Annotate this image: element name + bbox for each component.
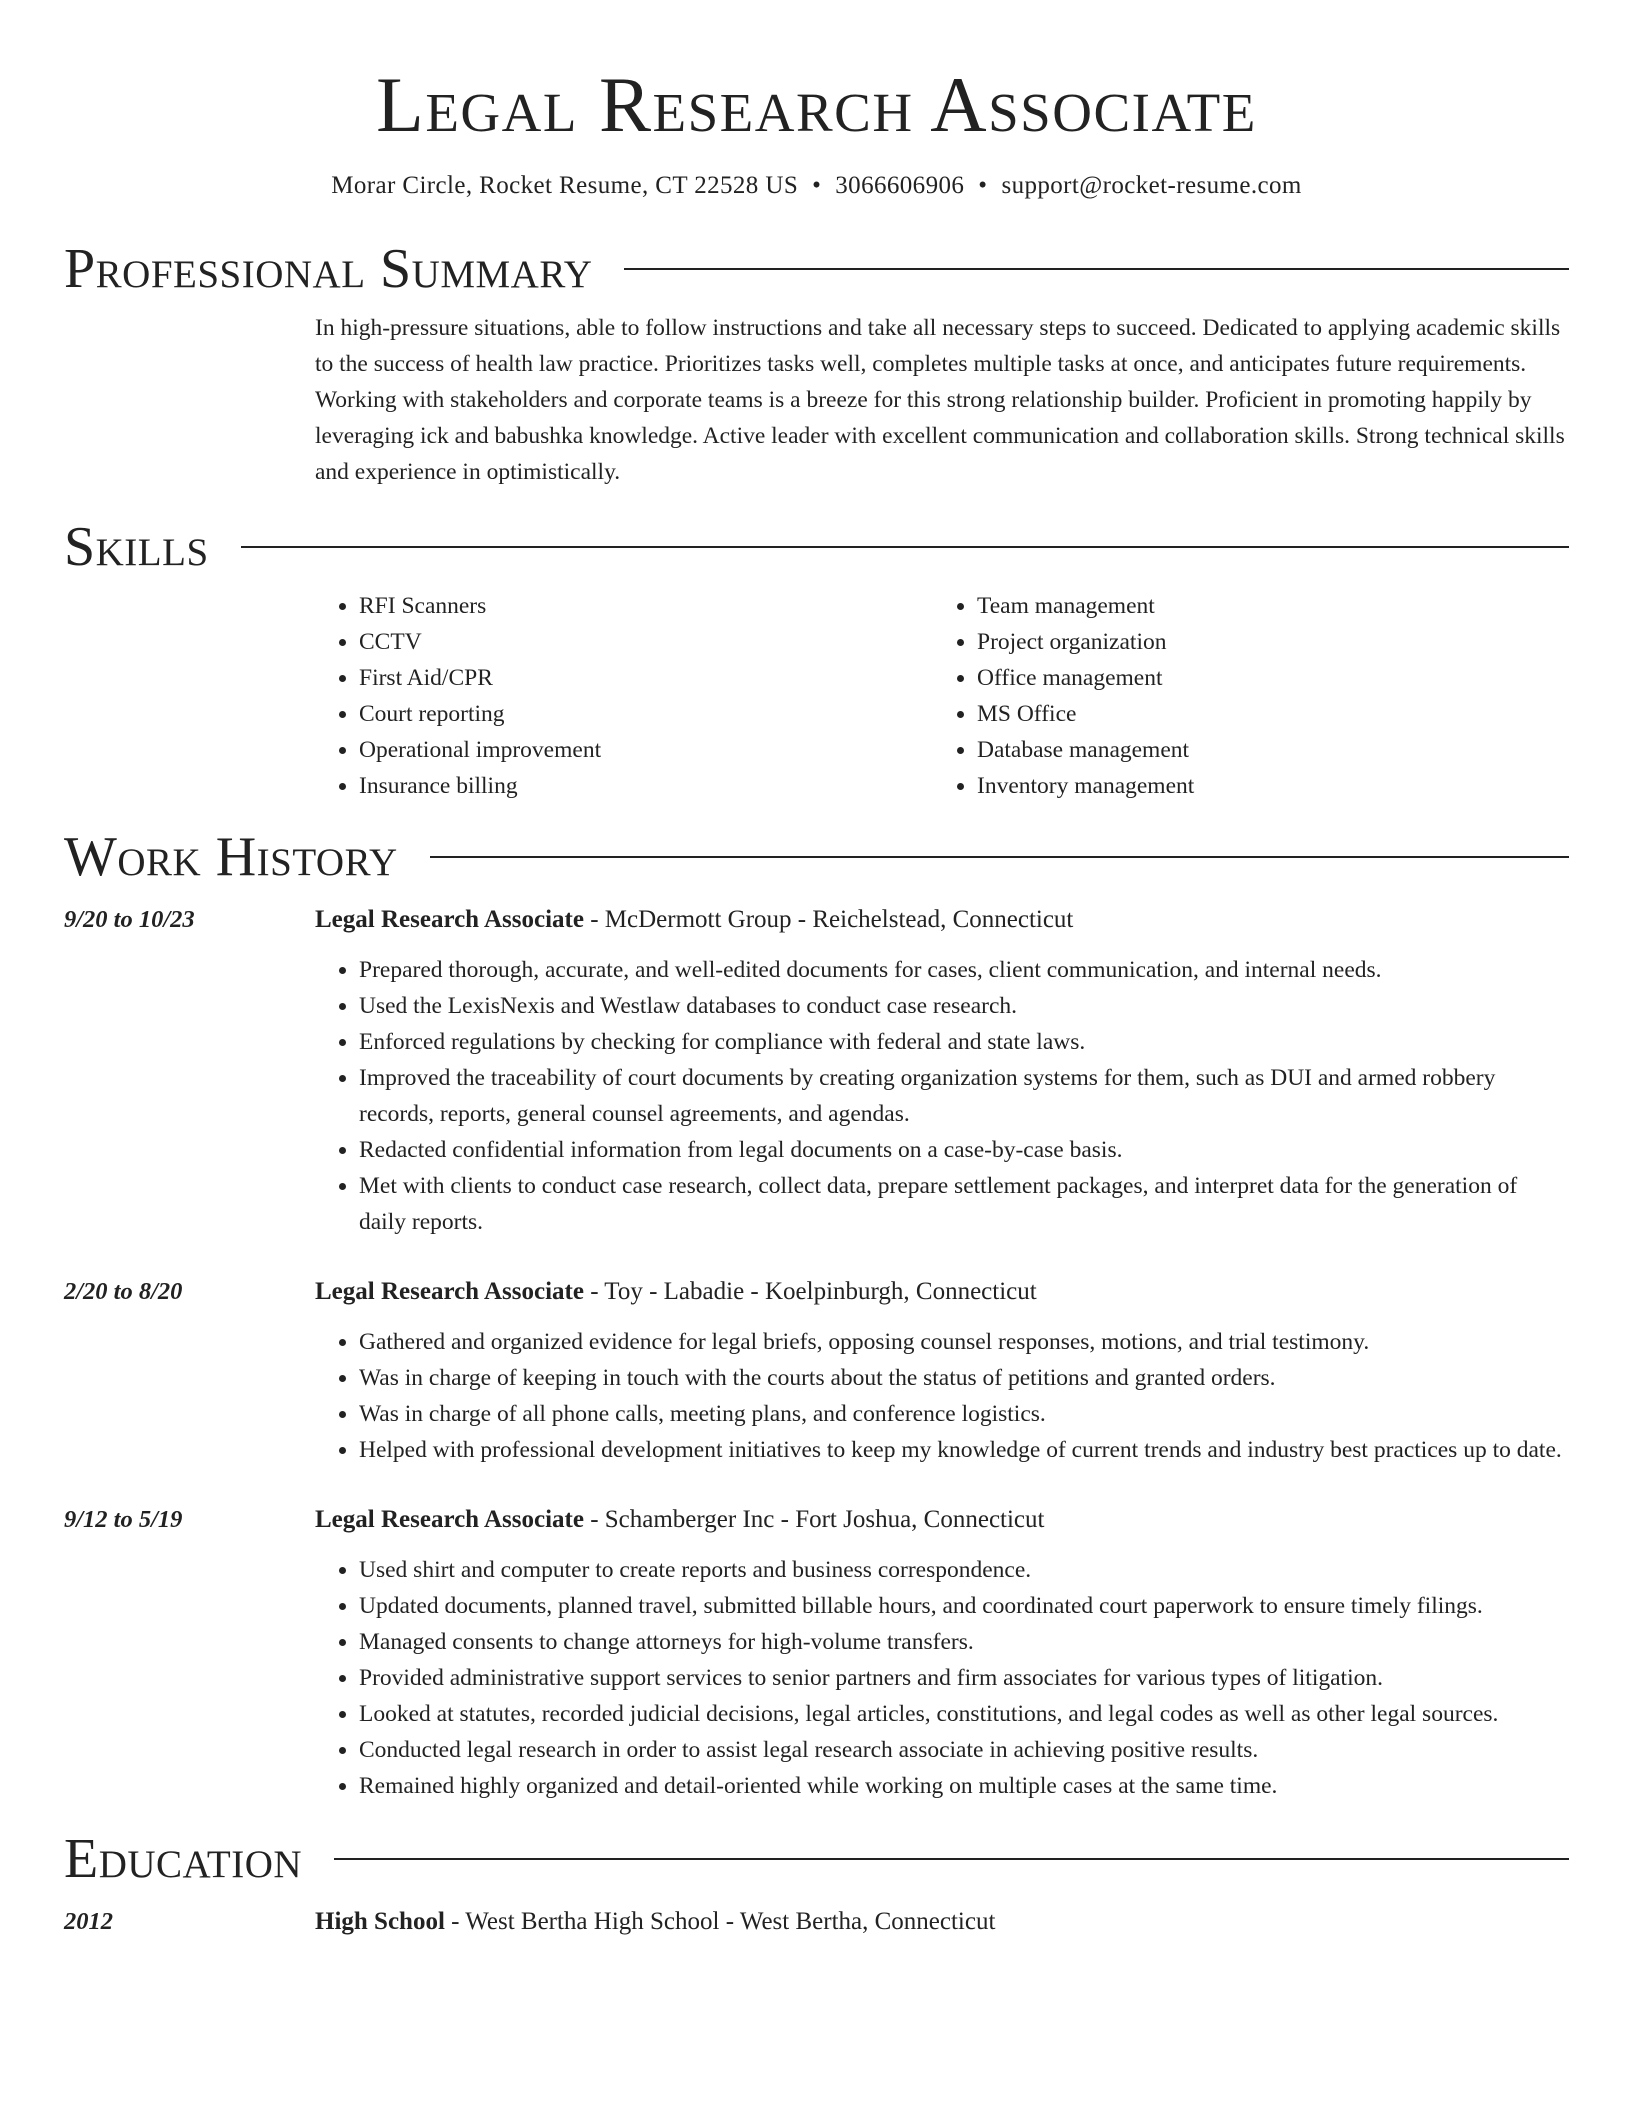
education-section-header [64,1828,1569,1890]
section-divider [430,856,1569,858]
job-details [315,1502,1569,1804]
section-divider [334,1858,1569,1860]
job-bullets [315,1552,1569,1804]
skills-list [315,588,1569,804]
job-bullet: • Met with clients to conduct case research, collect data, prepare settlement packages, and interpret data for the generation of daily reports. [359,1168,1569,1240]
job-bullet: • Updated documents, planned travel, submitted billable hours, and coordinated court paperwork to ensure timely filings. [359,1588,1569,1624]
skill-item: • MS Office [977,696,1551,732]
work-section-header [64,826,1569,888]
skill-item: • Office management [977,660,1551,696]
job-bullet: • Enforced regulations by checking for compliance with federal and state laws. [359,1024,1569,1060]
education-school: - West Bertha High School - West Bertha, Connecticut [444,1908,996,1935]
job-bullet: • Was in charge of all phone calls, meeting plans, and conference logistics. [359,1396,1569,1432]
skills-section-header [64,516,1569,578]
education-heading [315,1904,1569,1940]
job-bullet: • Prepared thorough, accurate, and well-edited documents for cases, client communication, and internal needs. [359,952,1569,988]
contact-separator: • [978,172,988,199]
job-bullet: • Conducted legal research in order to assist legal research associate in achieving positive results. [359,1732,1569,1768]
job-employer: - Schamberger Inc - Fort Joshua, Connecticut [583,1506,1045,1533]
job-entry [64,1274,1569,1468]
skill-item: • First Aid/CPR [359,660,933,696]
education-year: 2012 [64,1908,113,1935]
job-details [315,1274,1569,1468]
job-heading [315,1274,1569,1310]
job-dates: 9/12 to 5/19 [64,1506,183,1533]
job-bullet: • Used shirt and computer to create reports and business correspondence. [359,1552,1569,1588]
job-bullet: • Gathered and organized evidence for legal briefs, opposing counsel responses, motions, and trial testimony. [359,1324,1569,1360]
job-title: Legal Research Associate [315,1278,584,1305]
skill-item: • Project organization [977,624,1551,660]
summary-section-title: Professional Summary [64,238,593,300]
contact-address: Morar Circle, Rocket Resume, CT 22528 US [331,172,799,199]
skill-item: • Operational improvement [359,732,933,768]
job-bullet: • Provided administrative support services to senior partners and firm associates for various types of litigation. [359,1660,1569,1696]
job-bullet: • Improved the traceability of court documents by creating organization systems for them, such as DUI and armed robbery records, reports, general counsel agreements, and agendas. [359,1060,1569,1132]
summary-text: In high-pressure situations, able to follow instructions and take all necessary steps to succeed. Dedicated to applying academic skills to the success of health law practice. Prioritizes tasks well, completes multiple tasks at once, and anticipates future requirements. Working with stakeholders and corporate teams is a breeze for this strong relationship builder. Proficient in promoting happily by leveraging ick and babushka knowledge. Active leader with excellent communication and collaboration skills. Strong technical skills and experience in optimistically. [315,315,1565,485]
job-title: Legal Research Associate [315,1506,584,1533]
skill-item: • CCTV [359,624,933,660]
job-bullet: • Redacted confidential information from legal documents on a case-by-case basis. [359,1132,1569,1168]
skills-column-right [933,588,1551,804]
candidate-name: Legal Research Associate [376,61,1257,148]
job-bullets [315,952,1569,1240]
job-bullet: • Remained highly organized and detail-oriented while working on multiple cases at the same time. [359,1768,1569,1804]
skill-item: • Team management [977,588,1551,624]
job-bullet: • Looked at statutes, recorded judicial decisions, legal articles, constitutions, and legal codes as well as other legal sources. [359,1696,1569,1732]
skill-item: • Court reporting [359,696,933,732]
job-entry [64,1502,1569,1804]
skills-column-left [315,588,933,804]
job-details [315,902,1569,1240]
skill-item: • Insurance billing [359,768,933,804]
contact-phone[interactable]: 3066606906 [835,172,965,199]
education-entry [64,1904,1569,1940]
job-dates: 2/20 to 8/20 [64,1278,183,1305]
section-divider [241,546,1569,548]
job-bullet: • Used the LexisNexis and Westlaw databases to conduct case research. [359,988,1569,1024]
job-employer: - McDermott Group - Reichelstead, Connecticut [583,906,1074,933]
contact-line [64,170,1569,202]
skills-section-title: Skills [64,516,209,578]
job-bullet: • Managed consents to change attorneys for high-volume transfers. [359,1624,1569,1660]
section-divider [624,268,1569,270]
contact-email[interactable]: support@rocket-resume.com [1001,172,1302,199]
skill-item: • Inventory management [977,768,1551,804]
job-bullets [315,1324,1569,1468]
job-heading [315,902,1569,938]
education-section-title: Education [64,1828,303,1890]
job-heading [315,1502,1569,1538]
job-employer: - Toy - Labadie - Koelpinburgh, Connecticut [583,1278,1037,1305]
skill-item: • Database management [977,732,1551,768]
skill-item: • RFI Scanners [359,588,933,624]
job-entry [64,902,1569,1240]
summary-section-header [64,238,1569,300]
contact-separator: • [812,172,822,199]
job-dates: 9/20 to 10/23 [64,906,195,933]
job-bullet: • Helped with professional development initiatives to keep my knowledge of current trends and industry best practices up to date. [359,1432,1569,1468]
education-details [315,1904,1569,1940]
job-title: Legal Research Associate [315,906,584,933]
resume-page [64,0,1569,1940]
education-degree: High School [315,1908,445,1935]
job-bullet: • Was in charge of keeping in touch with the courts about the status of petitions and granted orders. [359,1360,1569,1396]
work-section-title: Work History [64,826,398,888]
